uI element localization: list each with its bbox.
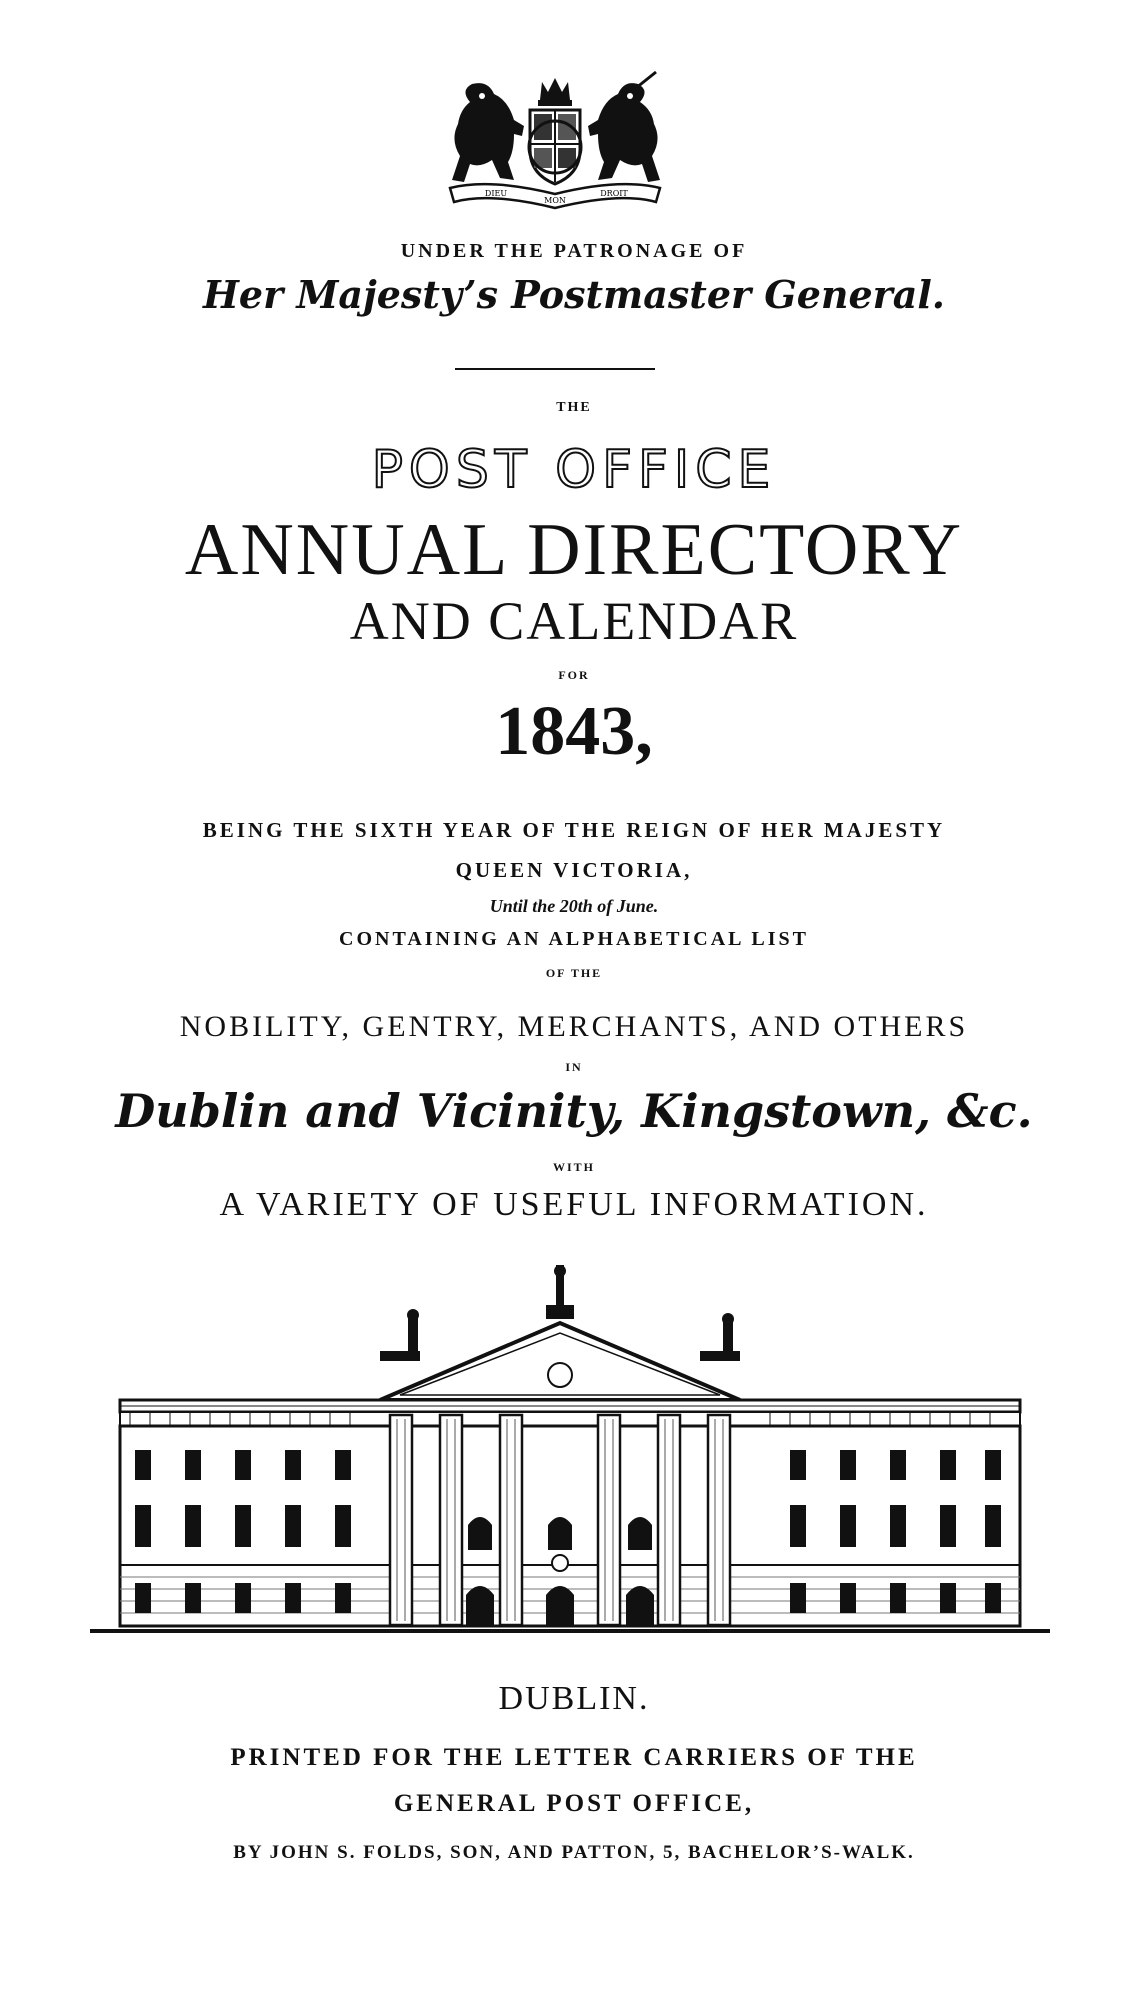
with-label: WITH bbox=[552, 1160, 595, 1174]
reign-line: BEING THE SIXTH YEAR OF THE REIGN OF HER MAJESTY bbox=[202, 818, 946, 842]
printed-for-line: PRINTED FOR THE LETTER CARRIERS OF THE bbox=[230, 1744, 918, 1771]
containing-line: CONTAINING AN ALPHABETICAL LIST bbox=[339, 928, 809, 950]
lion-icon bbox=[452, 83, 524, 182]
places-heading: Dublin and Vicinity, Kingstown, &c. bbox=[115, 1084, 1033, 1138]
unicorn-icon bbox=[588, 72, 660, 182]
divider-rule bbox=[455, 368, 655, 370]
useful-information-line: A VARIETY OF USEFUL INFORMATION. bbox=[219, 1186, 929, 1223]
for-label: FOR bbox=[558, 668, 590, 682]
crown-icon bbox=[538, 78, 572, 106]
postmaster-general-heading: Her Majesty’s Postmaster General. bbox=[202, 272, 945, 317]
annual-directory-title: ANNUAL DIRECTORY bbox=[184, 509, 964, 591]
the-label: THE bbox=[556, 400, 592, 415]
general-post-office-line: GENERAL POST OFFICE, bbox=[393, 1790, 755, 1817]
year-title: 1843, bbox=[495, 693, 653, 770]
queen-victoria-line: QUEEN VICTORIA, bbox=[455, 858, 693, 882]
motto-left: DIEU bbox=[484, 189, 508, 198]
patronage-line: UNDER THE PATRONAGE OF bbox=[400, 240, 748, 262]
motto-mid: MON bbox=[544, 196, 566, 205]
royal-arms-icon bbox=[430, 70, 680, 210]
and-calendar-title: AND CALENDAR bbox=[349, 591, 799, 651]
of-the-label: OF THE bbox=[545, 966, 603, 980]
post-office-title: POST OFFICE bbox=[371, 440, 777, 500]
until-june-line: Until the 20th of June. bbox=[489, 896, 659, 916]
city-heading: DUBLIN. bbox=[498, 1680, 650, 1717]
shield-icon bbox=[529, 110, 581, 184]
printer-line: BY JOHN S. FOLDS, SON, AND PATTON, 5, BACHELOR’S-WALK. bbox=[233, 1842, 915, 1863]
nobility-line: NOBILITY, GENTRY, MERCHANTS, AND OTHERS bbox=[179, 1010, 969, 1043]
in-label: IN bbox=[565, 1060, 583, 1074]
gpo-building-illustration bbox=[90, 1265, 1050, 1665]
motto-right: DROIT bbox=[600, 189, 628, 198]
